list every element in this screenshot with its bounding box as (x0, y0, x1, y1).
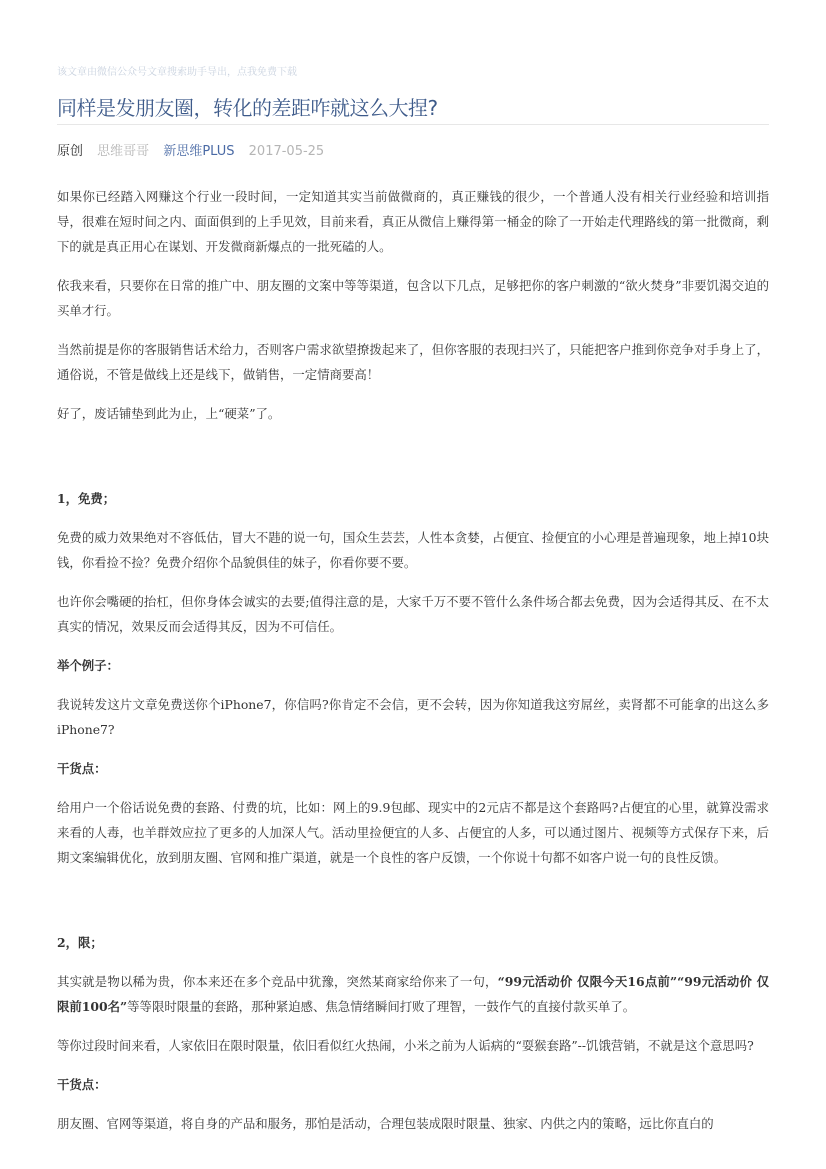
section-1-paragraph-2: 也许你会嘴硬的抬杠，但你身体会诚实的去要;值得注意的是，大家千万不要不管什么条件场合都去免费，因为会适得其反、在不太真实的情况，效果反而会适得其反，因为不可信任。 (57, 594, 769, 634)
section-1-paragraph-1: 免费的威力效果绝对不容低估，冒大不韪的说一句，国众生芸芸，人性本贪婪，占便宜、捡便宜的小心理是普遍现象，地上掉10块钱，你看捡不捡？免费介绍你个品貌俱佳的妹子，你看你要不要。 (57, 530, 769, 570)
article-body (57, 184, 769, 1150)
section-2-paragraph-2: 等你过段时间来看，人家依旧在限时限量，依旧看似红火热闹，小米之前为人诟病的“耍猴套路”--饥饿营销，不就是这个意思吗? (57, 1038, 754, 1053)
section-2-paragraph-1 (57, 969, 769, 1019)
publish-date: 2017-05-25 (248, 144, 325, 159)
paragraph-intro-4: 好了，废话铺垫到此为止，上“硬菜”了。 (57, 406, 281, 421)
paragraph-intro-3: 当然前提是你的客服销售话术给力，否则客户需求欲望撩拨起来了，但你客服的表现扫兴了，只能把客户推到你竞争对手身上了，通俗说，不管是做线上还是线下，做销售，一定情商要高！ (57, 342, 769, 382)
section-1-tips-label: 干货点： (57, 761, 107, 776)
section-2-paragraph-1-end: 等等限时限量的套路，那种紧迫感、焦急情绪瞬间打败了理智，一鼓作气的直接付款买单了。 (127, 999, 636, 1014)
section-1-example: 我说转发这片文章免费送你个iPhone7，你信吗?你肯定不会信，更不会转，因为你知道我这穷屌丝，卖肾都不可能拿的出这么多iPhone7? (57, 697, 769, 737)
export-watermark-link[interactable]: 该文章由微信公众号文章搜索助手导出，点我免费下载 (57, 67, 297, 78)
section-1-example-label: 举个例子： (57, 658, 119, 673)
section-spacer (57, 884, 769, 930)
section-spacer (57, 440, 769, 486)
paragraph-intro-2: 依我来看，只要你在日常的推广中、朋友圈的文案中等等渠道，包含以下几点，足够把你的客户刺激的“欲火焚身”非要饥渴交迫的买单才行。 (57, 278, 769, 318)
section-1-tips: 给用户一个俗话说免费的套路、付费的坑，比如：网上的9.9包邮、现实中的2元店不都是这个套路吗?占便宜的心里，就算没需求来看的人毒，也羊群效应拉了更多的人加深人气。活动里捡便宜的人多、占便宜的人多，可以通过图片、视频等方式保存下来，后期文案编辑优化，放到朋友圈、官网和推广渠道，就是一个良性的客户反馈，一个你说十句都不如客户说一句的良性反馈。 (57, 800, 769, 865)
section-2-paragraph-1-highlight: “99元活动价 仅限今天16点前”“99元活动价 仅限前100名” (57, 974, 769, 1014)
section-2-heading: 2，限； (57, 935, 103, 950)
account-link[interactable]: 新思维PLUS (163, 144, 235, 159)
section-2-tips-label: 干货点： (57, 1077, 107, 1092)
title-divider (57, 124, 769, 125)
article-title: 同样是发朋友圈，转化的差距咋就这么大捏? (57, 96, 438, 120)
section-2-tips: 朋友圈、官网等渠道，将自身的产品和服务，那怕是活动，合理包装成限时限量、独家、内供之内的策略，远比你直白的 (57, 1116, 714, 1131)
author-name: 思维哥哥 (97, 144, 150, 159)
section-2-paragraph-1-start: 其实就是物以稀为贵，你本来还在多个竞品中犹豫，突然某商家给你来了一句， (57, 974, 498, 989)
original-badge: 原创 (57, 144, 84, 159)
section-1-heading: 1，免费； (57, 491, 116, 506)
article-meta (57, 140, 334, 159)
paragraph-intro-1: 如果你已经踏入网赚这个行业一段时间，一定知道其实当前做微商的，真正赚钱的很少，一个普通人没有相关行业经验和培训指导，很难在短时间之内、面面俱到的上手见效，目前来看，真正从微信上赚得第一桶金的除了一开始走代理路线的第一批微商，剩下的就是真正用心在谋划、开发微商新爆点的一批死磕的人。 (57, 189, 769, 254)
